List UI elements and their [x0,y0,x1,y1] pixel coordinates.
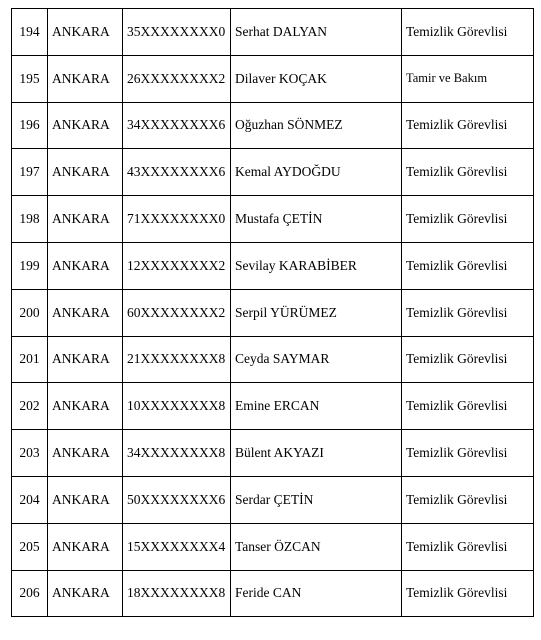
full-name-cell: Bülent AKYAZI [231,430,402,477]
city-cell: ANKARA [48,196,123,243]
id-number-cell: 15XXXXXXXX4 [123,523,231,570]
personnel-table [11,8,534,617]
full-name-cell: Tanser ÖZCAN [231,523,402,570]
table-row [12,149,534,196]
job-title-cell: Temizlik Görevlisi [402,242,534,289]
id-number-cell: 71XXXXXXXX0 [123,196,231,243]
full-name-cell: Feride CAN [231,570,402,617]
id-number-cell: 34XXXXXXXX8 [123,430,231,477]
table-row [12,570,534,617]
city-cell: ANKARA [48,523,123,570]
full-name-cell: Oğuzhan SÖNMEZ [231,102,402,149]
full-name-cell: Mustafa ÇETİN [231,196,402,243]
table-row [12,55,534,102]
job-title-cell: Temizlik Görevlisi [402,149,534,196]
full-name-cell: Sevilay KARABİBER [231,242,402,289]
table-row [12,523,534,570]
id-number-cell: 10XXXXXXXX8 [123,383,231,430]
id-number-cell: 12XXXXXXXX2 [123,242,231,289]
id-number-cell: 50XXXXXXXX6 [123,476,231,523]
row-number: 198 [12,196,48,243]
city-cell: ANKARA [48,476,123,523]
full-name-cell: Emine ERCAN [231,383,402,430]
row-number: 199 [12,242,48,289]
id-number-cell: 21XXXXXXXX8 [123,336,231,383]
city-cell: ANKARA [48,336,123,383]
job-title-cell: Tamir ve Bakım [402,55,534,102]
job-title-cell: Temizlik Görevlisi [402,430,534,477]
table-row [12,430,534,477]
job-title-cell: Temizlik Görevlisi [402,289,534,336]
table-row [12,289,534,336]
row-number: 203 [12,430,48,477]
city-cell: ANKARA [48,9,123,56]
table-row [12,196,534,243]
table-row [12,476,534,523]
full-name-cell: Kemal AYDOĞDU [231,149,402,196]
city-cell: ANKARA [48,55,123,102]
job-title-cell: Temizlik Görevlisi [402,196,534,243]
row-number: 205 [12,523,48,570]
city-cell: ANKARA [48,383,123,430]
row-number: 200 [12,289,48,336]
id-number-cell: 26XXXXXXXX2 [123,55,231,102]
full-name-cell: Ceyda SAYMAR [231,336,402,383]
full-name-cell: Serhat DALYAN [231,9,402,56]
table-row [12,336,534,383]
row-number: 201 [12,336,48,383]
job-title-cell: Temizlik Görevlisi [402,336,534,383]
full-name-cell: Serpil YÜRÜMEZ [231,289,402,336]
row-number: 204 [12,476,48,523]
id-number-cell: 35XXXXXXXX0 [123,9,231,56]
job-title-cell: Temizlik Görevlisi [402,383,534,430]
id-number-cell: 60XXXXXXXX2 [123,289,231,336]
row-number: 196 [12,102,48,149]
city-cell: ANKARA [48,242,123,289]
table-row [12,9,534,56]
table-row [12,242,534,289]
row-number: 197 [12,149,48,196]
full-name-cell: Serdar ÇETİN [231,476,402,523]
job-title-cell: Temizlik Görevlisi [402,102,534,149]
row-number: 194 [12,9,48,56]
id-number-cell: 18XXXXXXXX8 [123,570,231,617]
city-cell: ANKARA [48,289,123,336]
full-name-cell: Dilaver KOÇAK [231,55,402,102]
job-title-cell: Temizlik Görevlisi [402,570,534,617]
city-cell: ANKARA [48,430,123,477]
city-cell: ANKARA [48,102,123,149]
row-number: 202 [12,383,48,430]
table-row [12,383,534,430]
id-number-cell: 43XXXXXXXX6 [123,149,231,196]
row-number: 195 [12,55,48,102]
city-cell: ANKARA [48,149,123,196]
city-cell: ANKARA [48,570,123,617]
table-row [12,102,534,149]
job-title-cell: Temizlik Görevlisi [402,9,534,56]
job-title-cell: Temizlik Görevlisi [402,476,534,523]
row-number: 206 [12,570,48,617]
id-number-cell: 34XXXXXXXX6 [123,102,231,149]
job-title-cell: Temizlik Görevlisi [402,523,534,570]
